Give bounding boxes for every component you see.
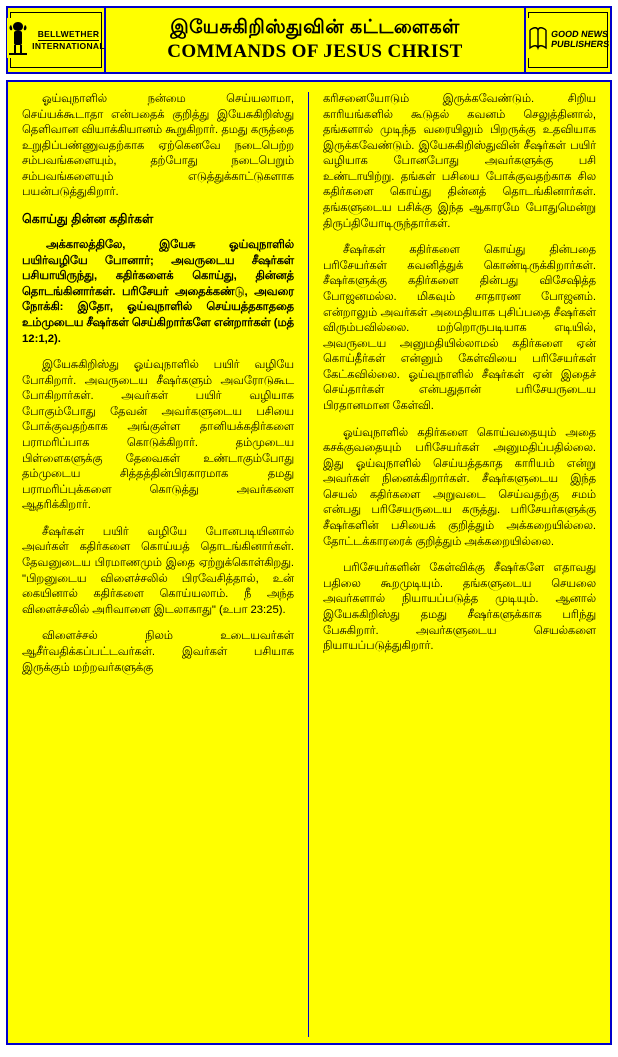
open-book-icon bbox=[528, 18, 548, 63]
document-title-block bbox=[106, 8, 524, 72]
paragraph: ஓய்வுநாளில் நன்மை செய்யலாமா, செய்யக்கூடாதா என்பதைக் குறித்து இயேசுகிறிஸ்து தெளிவான வியாக்கியானம் கூறுகிறார். தமது கருத்தை உறுதிப்பண்ணுவதற்காக ஏற்கெனவே நடைபெற்ற சம்பவங்களையும், தற்போது நடைபெறும் சம்பவங்களையும் எடுத்துக்காட்டுகளாக பயன்படுத்துகிறார். bbox=[22, 93, 294, 199]
paragraph: சீஷர்கள் பயிர் வழியே போனபடியினால் அவர்கள் கதிர்களை கொய்யத் தொடங்கினார்கள். தேவனுடைய பிரமாணமும் இதை ஏற்றுக்கொள்கிறது. "பிறனுடைய விளைச்சலில் பிரவேசித்தால், உன் கையினால் கதிர்களை கொய்யலாம். நீ அந்த விளைச்சலில் அரிவாளை இடலாகாது" (உபா 23:25). bbox=[22, 525, 294, 616]
title-tamil: இயேசுகிறிஸ்துவின் கட்டளைகள் bbox=[170, 16, 460, 38]
paragraph-continued: கரிசனையோடும் இருக்கவேண்டும். சிறிய காரியங்களில் கூடுதல் கவனம் செலுத்தினால், தங்களால் முடிந்த வரையிலும் பிறருக்கு உதவியாக இருக்கவேண்டும். இயேசுகிறிஸ்துவின் சீஷர்கள் பயிர் வழியாக போனபோது அவர்களுக்கு பசி உண்டாயிற்று. தங்கள் பசியை போக்குவதற்காக சில கதிர்களை கொய்து தின்னத் தொடங்கினார்கள். தங்களுடைய பசிக்கு இந்த ஆகாரமே போதுமென்று திருப்தியோடிருந்தார்கள். bbox=[323, 93, 596, 230]
document-header bbox=[6, 6, 612, 74]
left-publisher-logo bbox=[8, 8, 106, 72]
left-logo-line2: INTERNATIONAL bbox=[32, 40, 105, 51]
paragraph: ஓய்வுநாளில் கதிர்களை கொய்வதையும் அதை கசக்குவதையும் பரிசேயர்கள் அனுமதிப்பதில்லை. இது ஓய்வுநாளில் செய்யத்தகாத காரியம் என்று அவர்கள் நினைக்கிறார்கள். சீஷர்களுடைய இந்த செயல் கதிர்களை அறுவடை செய்வதற்கு சமம் என்பது பரிசேயருடைய கருத்து. பரிசேயர்களுக்கு சீஷர்களின் பசியைக் குறித்தும் அக்கறையில்லை. தோட்டக்காரரைக் குறித்தும் அக்கறையில்லை. bbox=[323, 426, 596, 548]
document-body bbox=[6, 80, 612, 1045]
left-logo-line1: BELLWETHER bbox=[37, 28, 100, 39]
right-column bbox=[309, 92, 610, 1037]
paragraph: விளைச்சல் நிலம் உடையவர்கள் ஆசீர்வதிக்கப்பட்டவர்கள். இவர்கள் பசியாக இருக்கும் மற்றவர்களுக்கு bbox=[22, 630, 294, 674]
paragraph: இயேசுகிறிஸ்து ஓய்வுநாளில் பயிர் வழியே போகிறார். அவருடைய சீஷர்களும் அவரோடுகூட போகிறார்கள். அவர்கள் பயிர் வழியாக போகும்போது தேவன் அவர்களுடைய பசியை போக்குவதற்காக அங்குள்ள தானியக்கதிர்களை பராமரிப்பாக கொடுக்கிறார். தம்முடைய பிள்ளைகளுக்கு தேவைகள் உண்டாகும்போது தம்முடைய சித்தத்தின்பிரகாரமாக தமது பராமரிப்புக்களை கொடுத்து அவர்களை ஆதரிக்கிறார். bbox=[22, 359, 294, 512]
paragraph: பரிசேயர்களின் கேள்விக்கு சீஷர்களே எதாவது பதிலை கூறமுடியும். தங்களுடைய செயலை அவர்களால் நியாயப்படுத்த முடியும். ஆனால் இயேசுகிறிஸ்து தமது சீஷர்களுக்காக பரிந்து பேசுகிறார். அவர்களுடைய செயல்களை நியாயப்படுத்துகிறார். bbox=[323, 562, 596, 653]
left-column bbox=[8, 92, 309, 1037]
section-heading: கொய்து தின்ன கதிர்கள் bbox=[22, 212, 154, 227]
paragraph: சீஷர்கள் கதிர்களை கொய்து தின்பதை பரிசேயர்கள் கவனித்துக் கொண்டிருக்கிறார்கள். சீஷர்களுக்கு கதிர்களை தின்பது விசேஷித்த போஜனமல்ல. மிகவும் சாதாரண போஜனம். என்றாலும் அவர்கள் அமைதியாக புசிப்பதை சீஷர்கள் விரும்பவில்லை. மற்றொருபடியாக எடியில், அவருடைய அனுமதியில்லாமல் கதிர்களை ஏன் கொய்தீர்கள் என்னும் கேள்வியை பரிசேயர்கள் கேட்கவில்லை. ஓய்வுநாளில் சீஷர்கள் ஏன் இதைச் செய்தார்கள் என்பதுதான் பரிசேயருடைய பிரதானமான கேள்வி. bbox=[323, 244, 596, 412]
right-publisher-logo bbox=[524, 8, 610, 72]
scripture-verse: அக்காலத்திலே, இயேசு ஓய்வுநாளில் பயிர்வழியே போனார்; அவருடைய சீஷர்கள் பசியாயிருந்து, கதிர்களைக் கொய்து, தின்னத் தொடங்கினார்கள். பரிசேயர் அதைக்கண்டு, அவரை நோக்கி: இதோ, ஓய்வுநாளில் செய்யத்தகாததை உம்முடைய சீஷர்கள் செய்கிறார்களே என்றார்கள் (மத் 12:1,2). bbox=[22, 239, 294, 345]
right-logo-line2: PUBLISHERS bbox=[549, 39, 610, 49]
title-english: COMMANDS OF JESUS CHRIST bbox=[167, 41, 463, 63]
right-logo-line1: GOOD NEWS bbox=[550, 29, 609, 40]
ram-emblem-icon bbox=[7, 18, 29, 63]
